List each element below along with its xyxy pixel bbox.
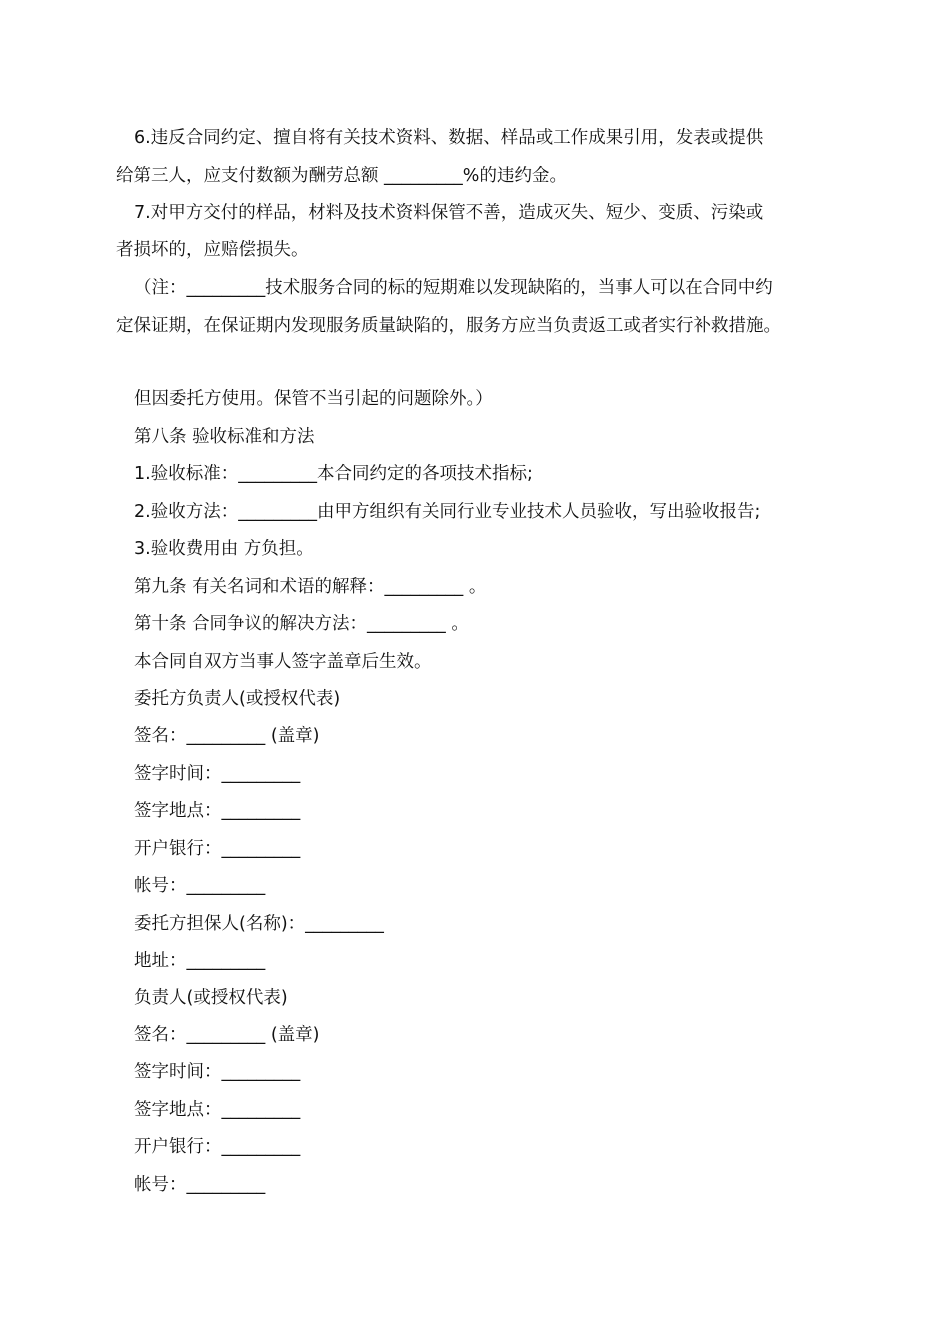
clause-6-line-2: 给第三人，应支付数额为酬劳总额 _________%的违约金。: [116, 166, 567, 186]
client-guarantor: 委托方担保人(名称)：_________: [134, 914, 384, 934]
guarantor-sign-time: 签字时间：_________: [134, 1062, 301, 1082]
note-continuation: 但因委托方使用。保管不当引起的问题除外。）: [134, 389, 493, 409]
client-sign-time: 签字时间：_________: [134, 764, 301, 784]
client-bank: 开户银行：_________: [134, 839, 301, 859]
clause-7-line-1: 7.对甲方交付的样品，材料及技术资料保管不善，造成灭失、短少、变质、污染或: [134, 203, 764, 223]
guarantor-representative: 负责人(或授权代表): [134, 988, 288, 1008]
guarantor-account: 帐号：_________: [134, 1175, 266, 1195]
guarantor-sign-place: 签字地点：_________: [134, 1100, 301, 1120]
article-9: 第九条 有关名词和术语的解释：_________ 。: [134, 577, 487, 597]
client-representative: 委托方负责人(或授权代表): [134, 689, 341, 709]
note-line-2: 定保证期，在保证期内发现服务质量缺陷的，服务方应当负责返工或者实行补救措施。: [116, 316, 781, 336]
article-10: 第十条 合同争议的解决方法：_________ 。: [134, 614, 469, 634]
article-8-heading: 第八条 验收标准和方法: [134, 427, 315, 447]
clause-6-line-1: 6.违反合同约定、擅自将有关技术资料、数据、样品或工作成果引用，发表或提供: [134, 128, 764, 148]
guarantor-signature: 签名：_________ (盖章): [134, 1025, 320, 1045]
acceptance-method: 2.验收方法：_________由甲方组织有关同行业专业技术人员验收，写出验收报告;: [134, 502, 761, 522]
acceptance-standard: 1.验收标准：_________本合同约定的各项技术指标;: [134, 464, 533, 484]
note-line-1: （注：_________技术服务合同的标的短期难以发现缺陷的，当事人可以在合同中约: [134, 278, 773, 298]
client-signature: 签名：_________ (盖章): [134, 726, 320, 746]
guarantor-bank: 开户银行：_________: [134, 1137, 301, 1157]
guarantor-address: 地址：_________: [134, 951, 266, 971]
clause-7-line-2: 者损坏的，应赔偿损失。: [116, 240, 309, 260]
acceptance-fee: 3.验收费用由 方负担。: [134, 539, 314, 559]
client-account: 帐号：_________: [134, 876, 266, 896]
client-sign-place: 签字地点：_________: [134, 801, 301, 821]
effective-clause: 本合同自双方当事人签字盖章后生效。: [134, 652, 432, 672]
